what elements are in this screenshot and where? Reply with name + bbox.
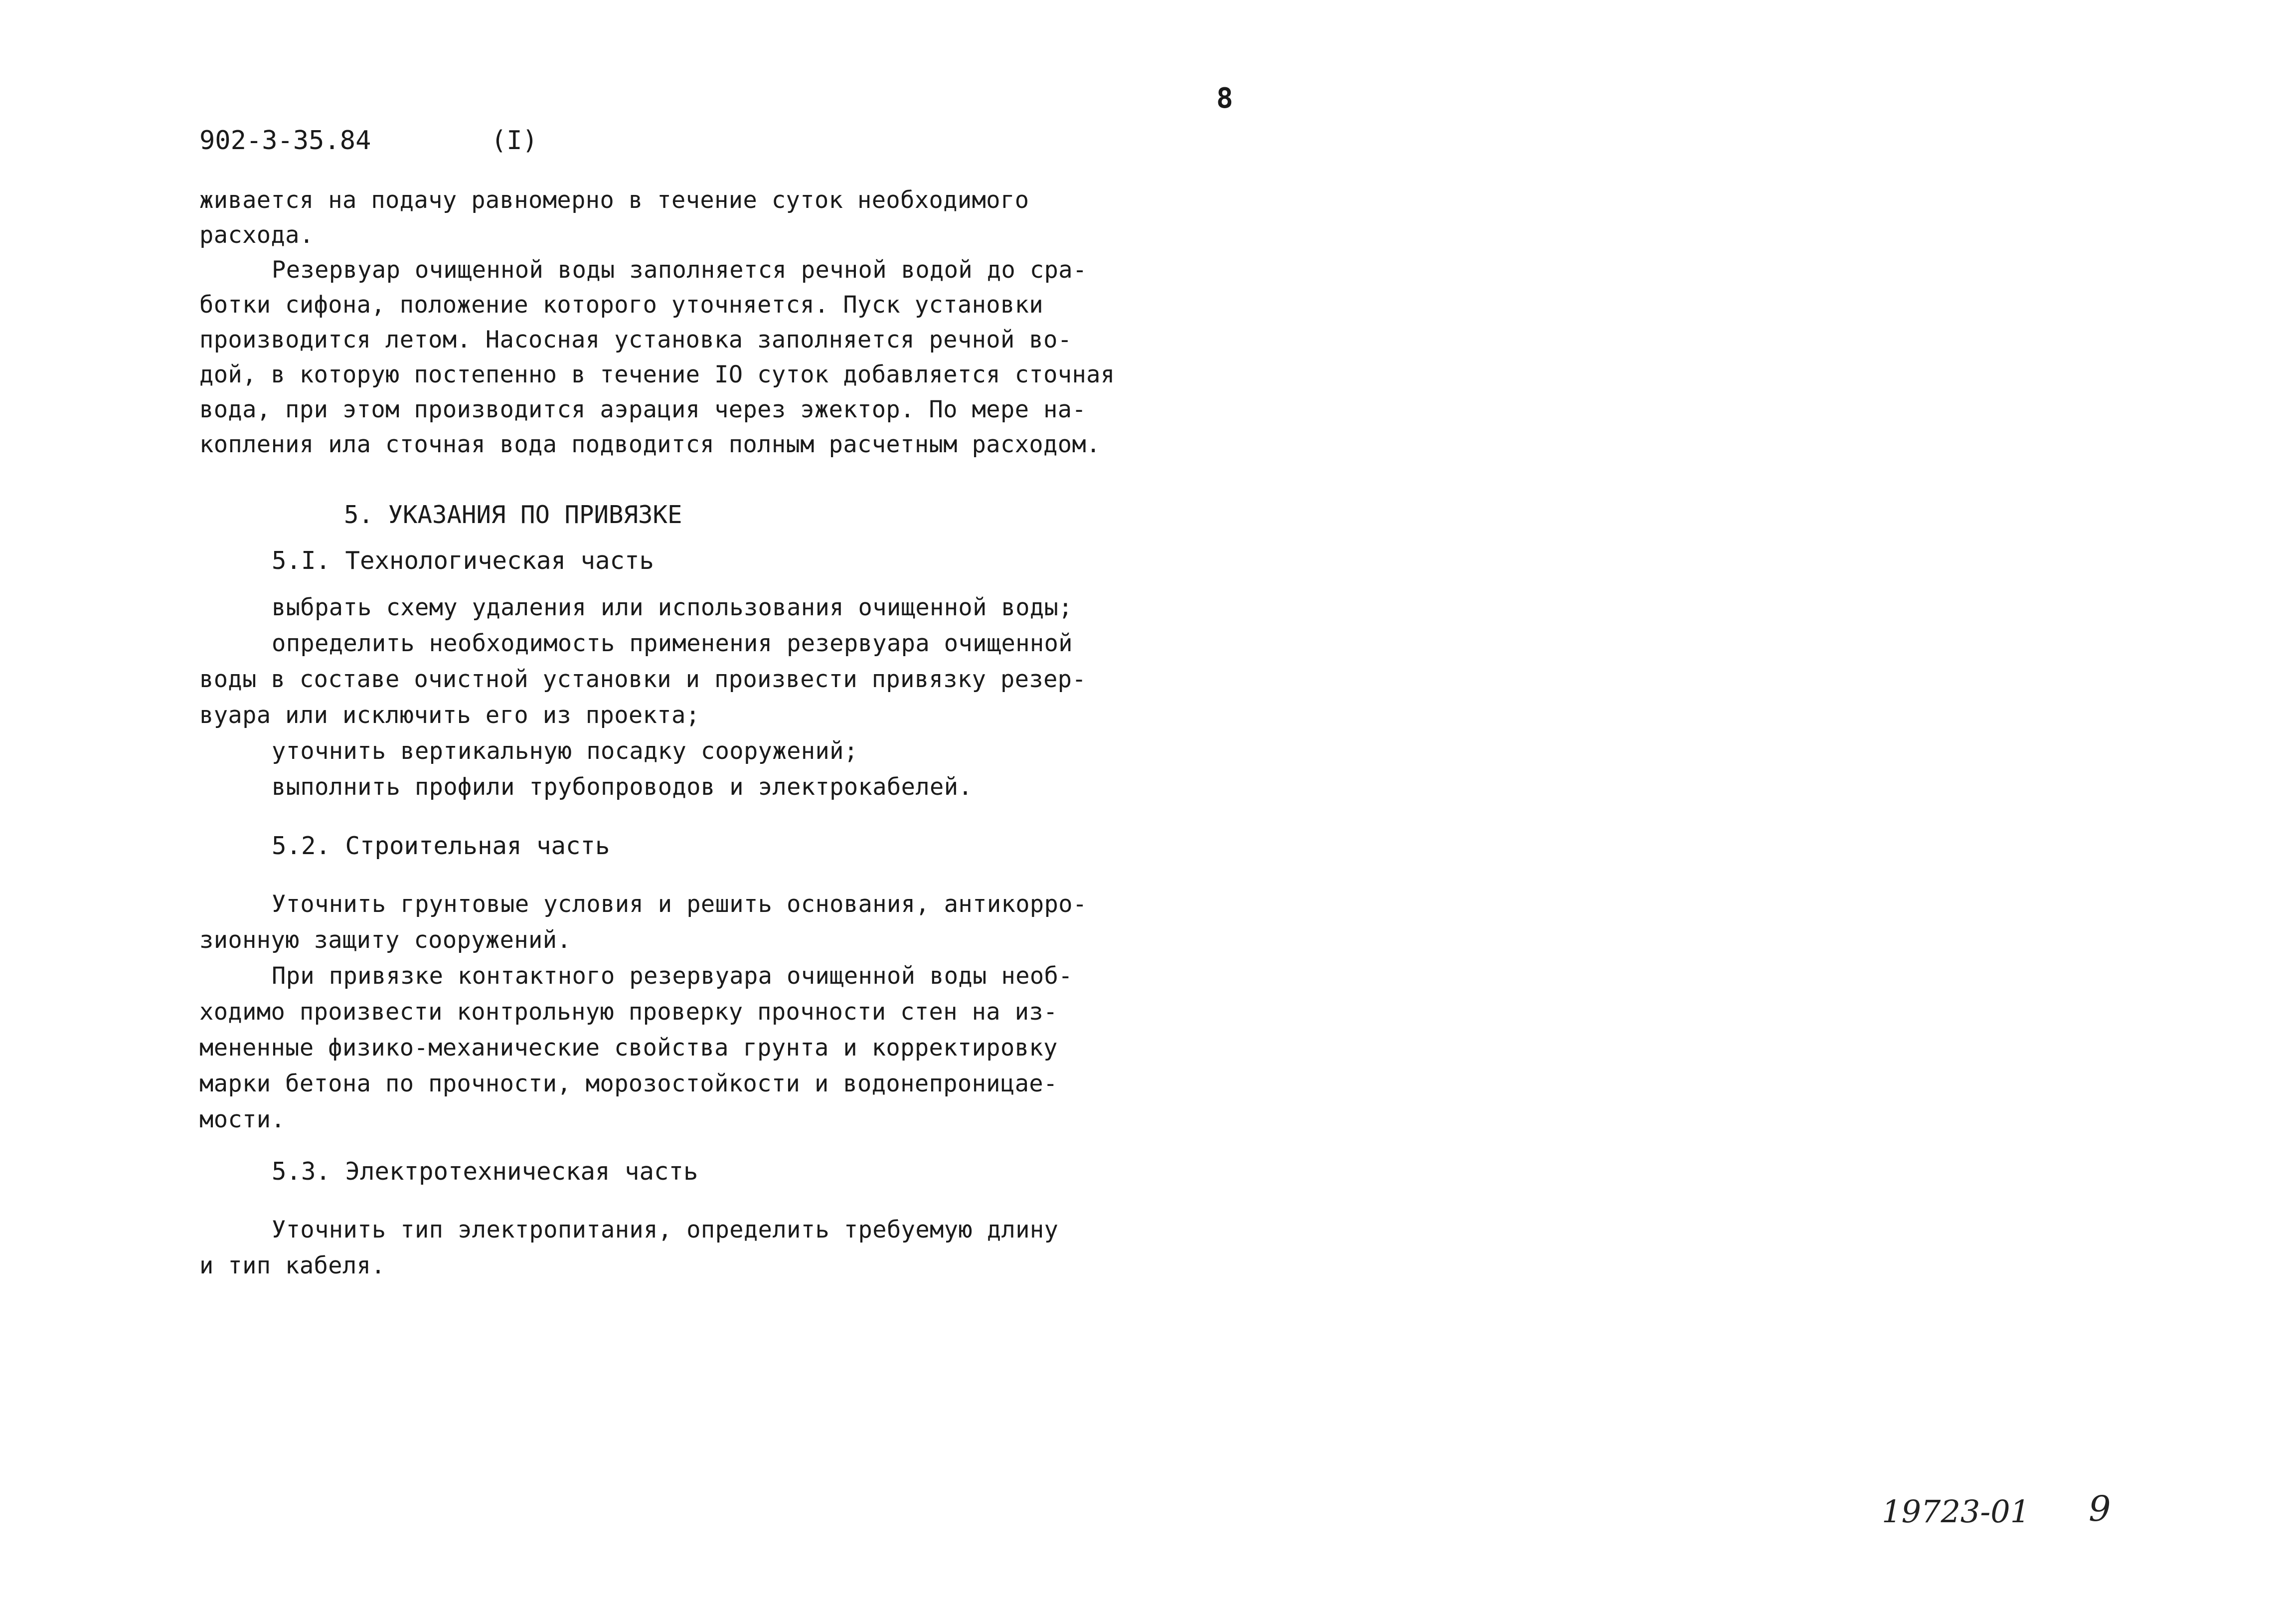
footer-document-code: 19723-01 — [1882, 1493, 2030, 1530]
section-5-1-line: уточнить вертикальную посадку сооружений; — [272, 737, 858, 765]
intro-line: живается на подачу равномерно в течение суток необходимого — [199, 186, 1029, 214]
intro-line: Резервуар очищенной воды заполняется речной водой до сра- — [272, 256, 1087, 284]
intro-line: расхода. — [199, 221, 314, 249]
intro-line: ботки сифона, положение которого уточняется. Пуск установки — [199, 291, 1044, 319]
section-5-1-line: вуара или исключить его из проекта; — [199, 702, 700, 729]
section-5-2-line: марки бетона по прочности, морозостойкости и водонепроницае- — [199, 1070, 1058, 1097]
section-5-2-line: ходимо произвести контрольную проверку прочности стен на из- — [199, 998, 1058, 1026]
section-5-heading: 5. УКАЗАНИЯ ПО ПРИВЯЗКЕ — [344, 501, 682, 529]
section-5-2-line: Уточнить грунтовые условия и решить основания, антикорро- — [272, 891, 1087, 918]
document-code: 902-3-35.84 — [199, 126, 371, 156]
section-5-3-line: Уточнить тип электропитания, определить требуемую длину — [272, 1216, 1059, 1244]
section-5-3-heading: 5.3. Электротехническая часть — [272, 1157, 698, 1186]
section-5-1-heading: 5.I. Технологическая часть — [272, 546, 655, 575]
intro-line: производится летом. Насосная установка заполняется речной во- — [199, 326, 1072, 354]
section-5-3-line: и тип кабеля. — [199, 1252, 386, 1279]
footer-sheet-number: 9 — [2089, 1488, 2111, 1529]
section-5-2-line: При привязке контактного резервуара очищенной воды необ- — [272, 962, 1073, 990]
section-5-1-line: определить необходимость применения резервуара очищенной — [272, 630, 1073, 657]
intro-line: копления ила сточная вода подводится полным расчетным расходом. — [199, 431, 1101, 458]
intro-line: дой, в которую постепенно в течение IO суток добавляется сточная — [199, 361, 1115, 388]
section-5-2-heading: 5.2. Строительная часть — [272, 832, 610, 860]
section-5-1-line: выполнить профили трубопроводов и электрокабелей. — [272, 773, 973, 801]
page-number: 8 — [1216, 82, 1233, 115]
intro-line: вода, при этом производится аэрация через эжектор. По мере на- — [199, 396, 1087, 423]
section-5-1-line: выбрать схему удаления или использования очищенной воды; — [272, 594, 1073, 621]
section-5-2-line: мости. — [199, 1106, 286, 1133]
section-5-2-line: зионную защиту сооружений. — [199, 926, 572, 954]
section-5-2-line: мененные физико-механические свойства грунта и корректировку — [199, 1034, 1058, 1062]
section-5-1-line: воды в составе очистной установки и произвести привязку резер- — [199, 666, 1087, 693]
document-index: (I) — [491, 126, 538, 156]
